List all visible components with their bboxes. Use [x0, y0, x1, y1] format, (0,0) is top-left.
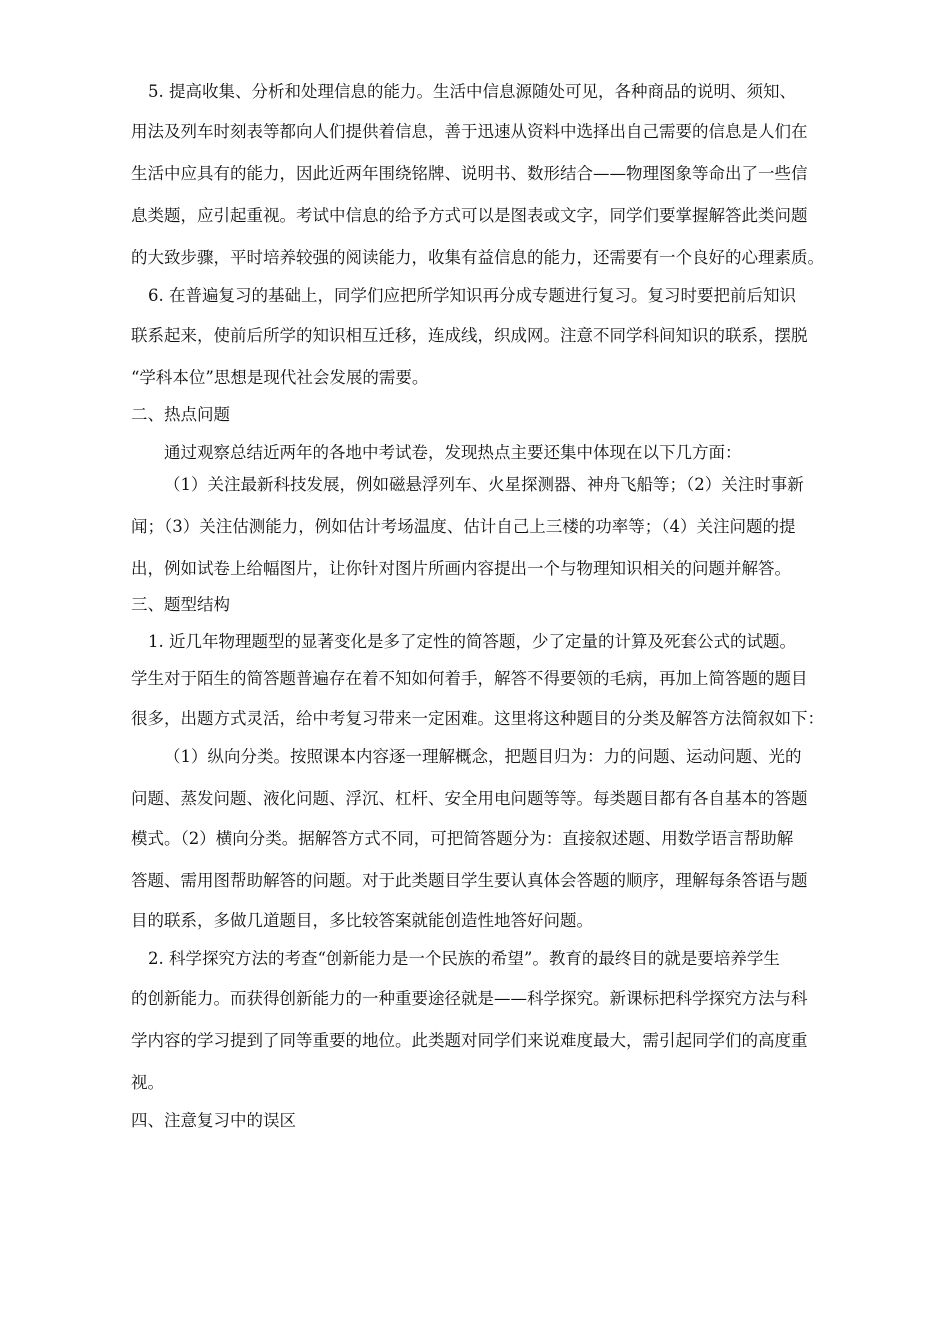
text-line: 2. 科学探究方法的考查“创新能力是一个民族的希望”。教育的最终目的就是要培养学生: [148, 949, 780, 968]
text-line: 的创新能力。而获得创新能力的一种重要途径就是——科学探究。新课标把科学探究方法与科: [131, 989, 808, 1008]
text-line: 很多，出题方式灵活，给中考复习带来一定困难。这里将这种题目的分类及解答方法简叙如下：: [131, 709, 824, 728]
text-line: （1）关注最新科技发展，例如磁悬浮列车、火星探测器、神舟飞船等；（2）关注时事新: [164, 475, 804, 494]
text-line: （1）纵向分类。按照课本内容逐一理解概念，把题目归为：力的问题、运动问题、光的: [164, 747, 802, 766]
text-line: 目的联系，多做几道题目，多比较答案就能创造性地答好问题。: [131, 911, 593, 930]
text-line: 1. 近几年物理题型的显著变化是多了定性的简答题，少了定量的计算及死套公式的试题。: [148, 632, 796, 651]
section-heading: 三、题型结构: [131, 595, 230, 614]
text-line: 联系起来，使前后所学的知识相互迁移，连成线，织成网。注意不同学科间知识的联系，摆脱: [131, 326, 808, 345]
text-line: 学生对于陌生的简答题普遍存在着不知如何着手，解答不得要领的毛病，再加上简答题的题目: [131, 669, 808, 688]
text-line: 闻；（3）关注估测能力，例如估计考场温度、估计自己上三楼的功率等；（4）关注问题的提: [131, 517, 796, 536]
text-line: “学科本位”思想是现代社会发展的需要。: [131, 368, 429, 387]
text-line: 生活中应具有的能力，因此近两年围绕铭牌、说明书、数形结合——物理图象等命出了一些信: [131, 164, 808, 183]
text-line: 5. 提高收集、分析和处理信息的能力。生活中信息源随处可见，各种商品的说明、须知、: [148, 82, 796, 101]
section-heading: 二、热点问题: [131, 405, 230, 424]
section-heading: 四、注意复习中的误区: [131, 1111, 296, 1130]
text-line: 模式。（2）横向分类。据解答方式不同，可把简答题分为：直接叙述题、用数学语言帮助解: [131, 829, 794, 848]
text-line: 的大致步骤，平时培养较强的阅读能力，收集有益信息的能力，还需要有一个良好的心理素质。: [131, 248, 824, 267]
text-line: 用法及列车时刻表等都向人们提供着信息，善于迅速从资料中选择出自己需要的信息是人们在: [131, 122, 808, 141]
text-line: 息类题，应引起重视。考试中信息的给予方式可以是图表或文字，同学们要掌握解答此类问题: [131, 206, 808, 225]
text-line: 6. 在普遍复习的基础上，同学们应把所学知识再分成专题进行复习。复习时要把前后知识: [148, 286, 796, 305]
text-line: 答题、需用图帮助解答的问题。对于此类题目学生要认真体会答题的顺序，理解每条答语与题: [131, 871, 808, 890]
text-line: 视。: [131, 1073, 164, 1092]
text-line: 问题、蒸发问题、液化问题、浮沉、杠杆、安全用电问题等等。每类题目都有各自基本的答题: [131, 789, 808, 808]
text-line: 学内容的学习提到了同等重要的地位。此类题对同学们来说难度最大，需引起同学们的高度重: [131, 1031, 808, 1050]
text-line: 通过观察总结近两年的各地中考试卷，发现热点主要还集中体现在以下几方面：: [164, 443, 742, 462]
text-line: 出，例如试卷上给幅图片，让你针对图片所画内容提出一个与物理知识相关的问题并解答。: [131, 559, 791, 578]
